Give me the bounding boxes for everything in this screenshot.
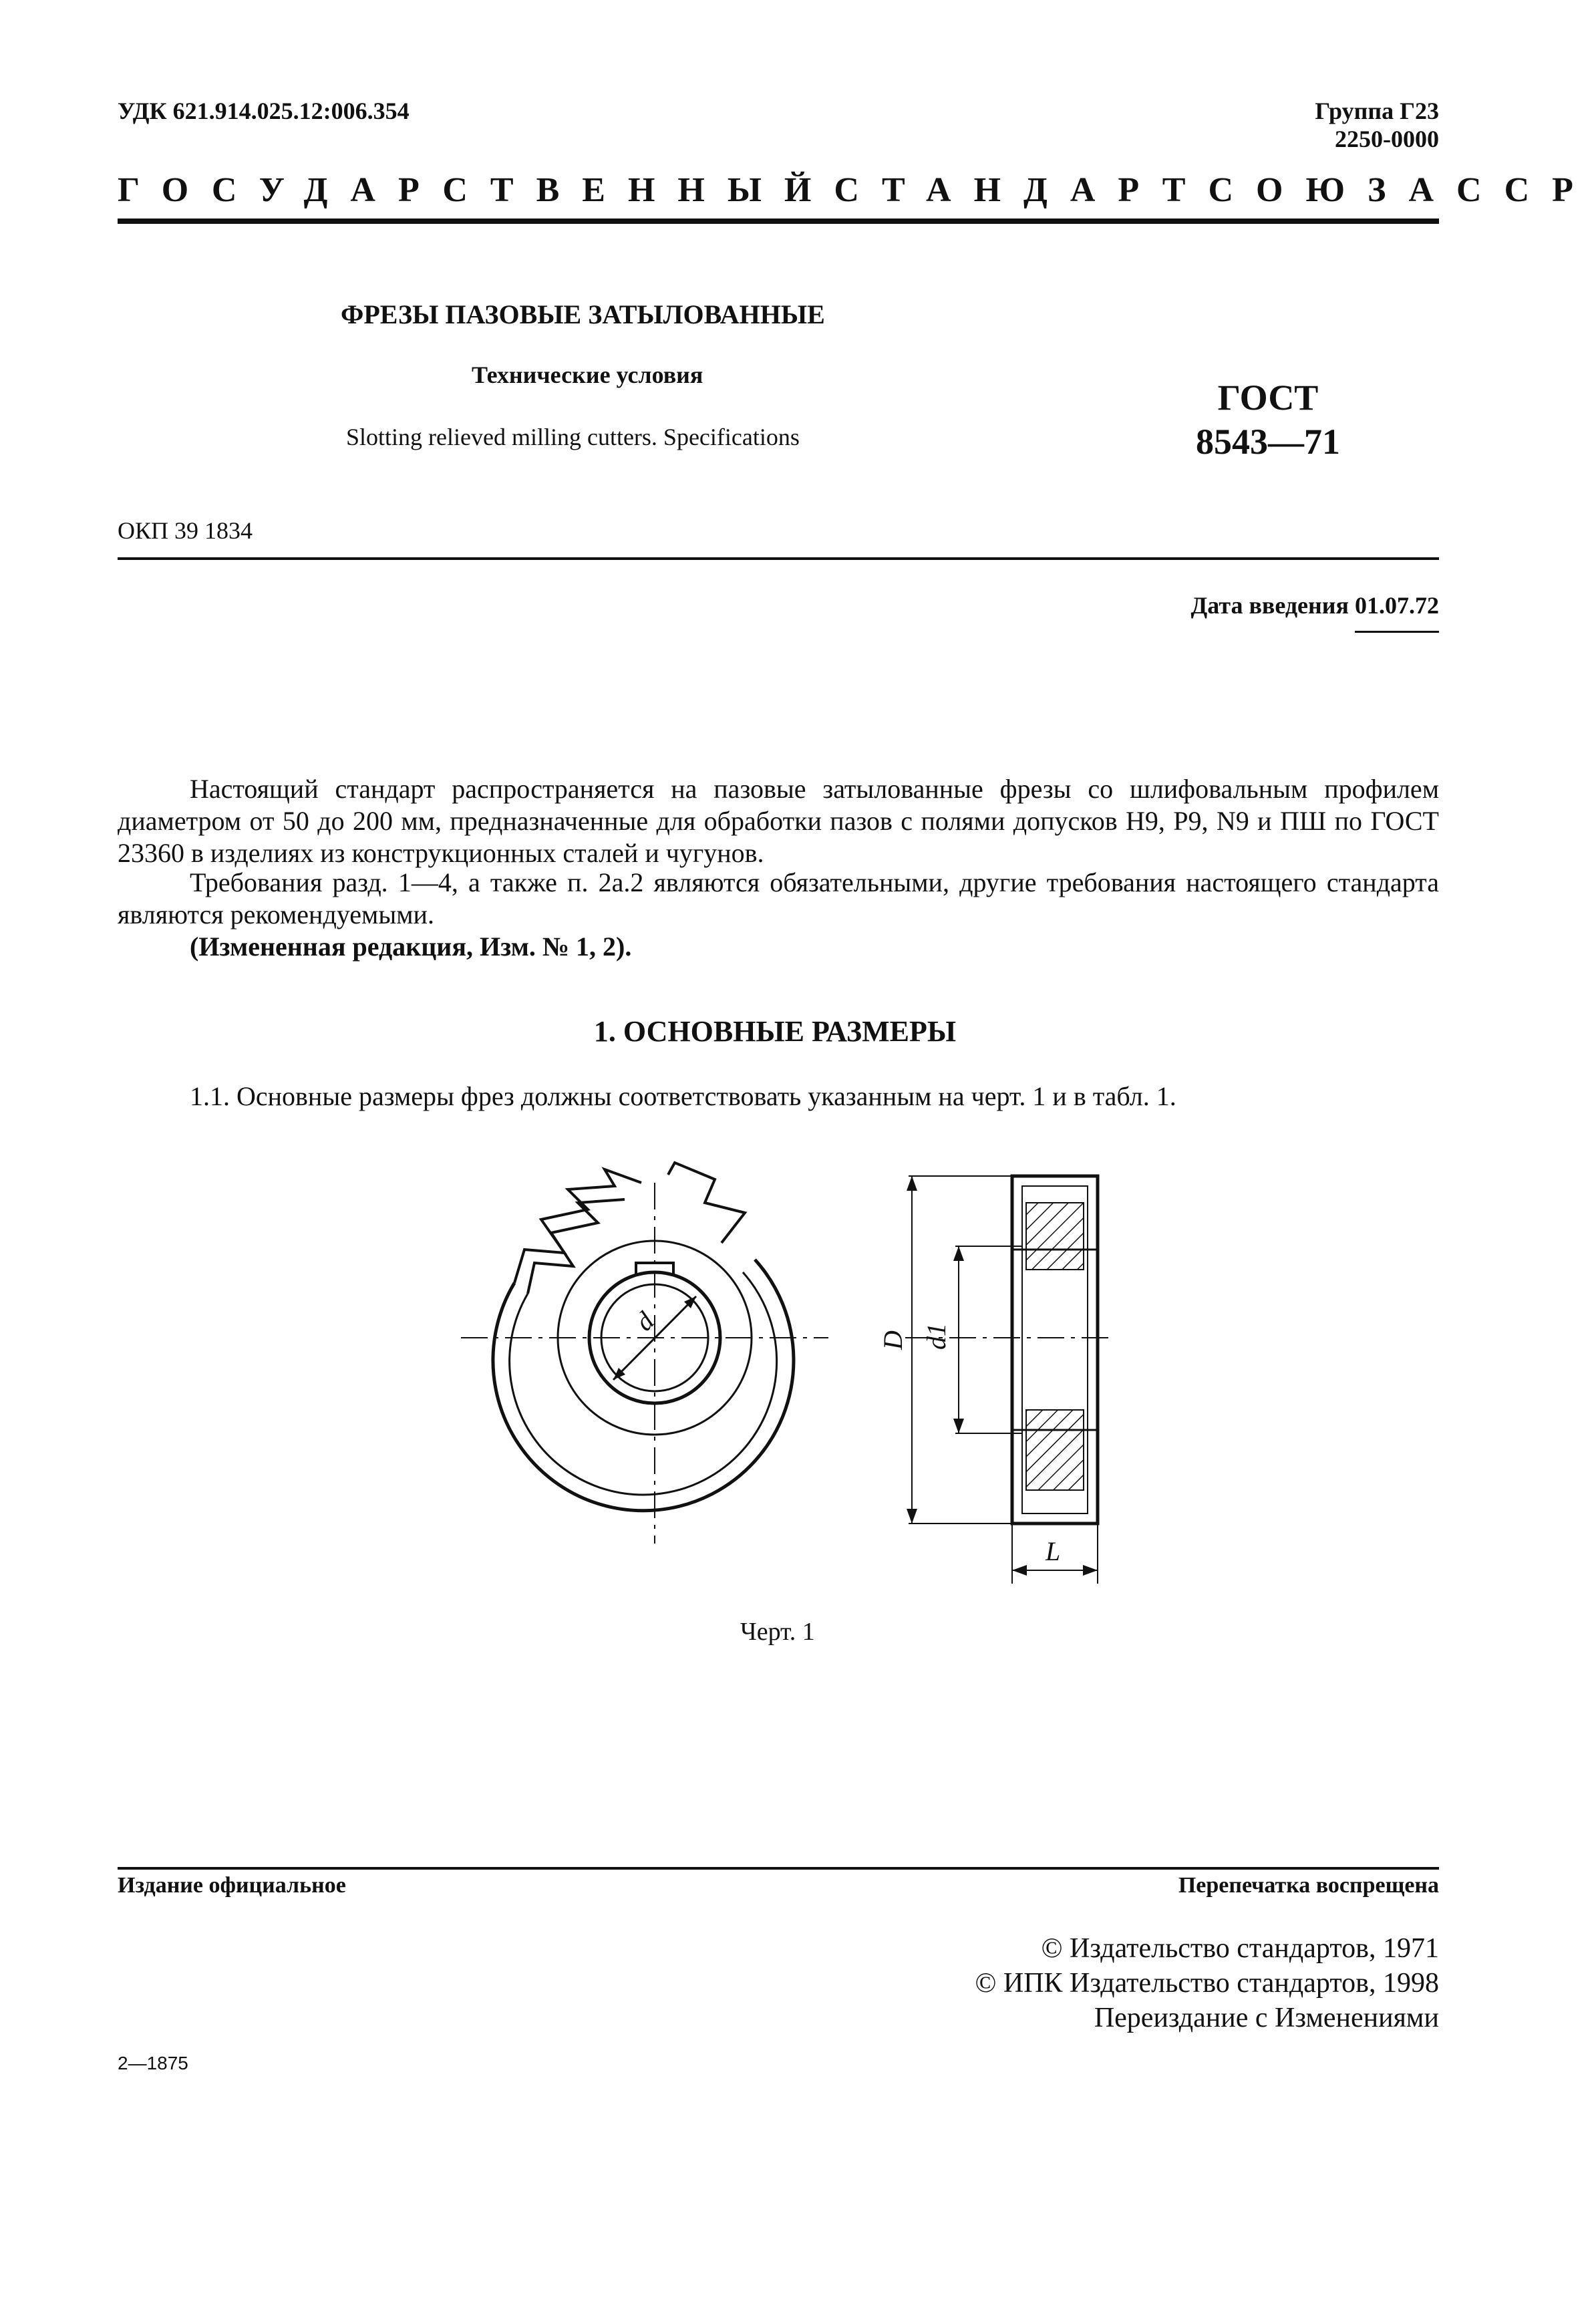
state-standard-banner [118,170,1596,210]
group-info [1315,97,1439,153]
section-heading: 1. ОСНОВНЫЕ РАЗМЕРЫ [593,1015,957,1048]
okp-rule [118,557,1439,560]
udk-code: УДК 621.914.025.12:006.354 [118,98,410,124]
official-edition: Издание официальное [118,1873,346,1898]
banner-word-4: ССР [1456,171,1596,209]
gost-number-block [1196,376,1340,464]
paragraph-main-dimensions: 1.1. Основные размеры фрез должны соответствовать указанным на черт. 1 и в табл. 1. [190,1081,1176,1111]
banner-word-1: ГОСУДАРСТВЕННЫЙ [118,171,834,209]
okp-code: ОКП 39 1834 [118,517,253,544]
label-width: L [1046,1536,1061,1566]
classification-code: 2250-0000 [1335,126,1439,152]
copyright-1998: © ИПК Издательство стандартов, 1998 [975,1968,1439,1999]
cutter-side-view [878,1176,1109,1584]
introduction-date: Дата введения 01.07.72 [1190,592,1439,619]
document-title-english: Slotting relieved milling cutters. Specifications [346,424,800,450]
banner-word-2: СТАНДАРТ [834,171,1209,209]
cutter-drawing [441,1149,1109,1604]
gost-label: ГОСТ [1217,378,1319,418]
footer-rule [118,1867,1439,1870]
paragraph-requirements: Требования разд. 1—4, а также п. 2а.2 являются обязательными, другие требования настоящего стандарта являются рекомендуемыми. [118,867,1439,929]
group-label: Группа Г23 [1315,98,1439,124]
print-code: 2—1875 [118,2053,188,2073]
reissue-note: Переиздание с Изменениями [1094,2003,1439,2033]
label-outer-diameter: D [878,1330,908,1350]
label-hub-diameter: d1 [921,1323,951,1350]
banner-word-3: СОЮЗА [1208,171,1457,209]
date-underline [1355,631,1439,633]
figure-caption: Черт. 1 [740,1618,815,1646]
paragraph-amendment: (Измененная редакция, Изм. № 1, 2). [190,931,632,962]
gost-number: 8543—71 [1196,422,1340,462]
label-bore-diameter: d [629,1306,660,1337]
document-subtitle: Технические условия [472,361,703,388]
copyright-1971: © Издательство стандартов, 1971 [1041,1933,1439,1964]
reprint-notice: Перепечатка воспрещена [1178,1873,1439,1898]
document-title: ФРЕЗЫ ПАЗОВЫЕ ЗАТЫЛОВАННЫЕ [341,299,825,329]
paragraph-scope: Настоящий стандарт распространяется на пазовые затылованные фрезы со шлифовальным профилем диаметром от 50 до 200 мм, предназначенные для обработки пазов с полями допусков Н9, Р9, N9 и ПШ по ГОСТ 23360 в изделиях из конструкционных сталей и чугунов. [118,774,1439,868]
header-rule [118,219,1439,224]
copyright-block [975,1931,1439,2035]
cutter-front-view [461,1163,828,1544]
